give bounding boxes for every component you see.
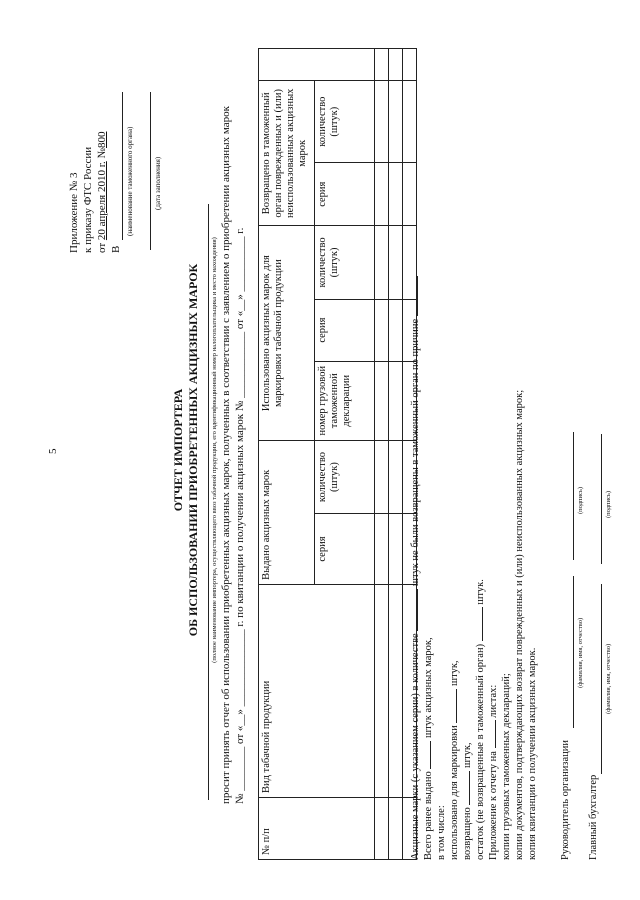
footer-text: штук. <box>475 579 486 605</box>
appendix-order-date: 20 апреля 2010 г. <box>96 161 108 241</box>
footer-text: штук, <box>449 660 460 686</box>
sub-used-series: серия <box>315 299 375 361</box>
sub-ret-qty: количество (штук) <box>315 81 375 163</box>
sub-ret-series: серия <box>315 163 375 226</box>
sub-used-qty: количество (штук) <box>315 226 375 299</box>
footer-text: возвращено <box>462 807 473 860</box>
footer-line-9: копии документов, подтверждающих возврат поврежденных и (или) неиспользованных акцизных марок; <box>514 389 525 860</box>
report-title-line-2: ОБ ИСПОЛЬЗОВАНИИ ПРИОБРЕТЕННЫХ АКЦИЗНЫХ МАРОК <box>186 263 200 637</box>
head-signature-label: Руководитель организации <box>560 740 571 860</box>
footer-text: Всего ранее выдано <box>423 771 434 860</box>
appendix-line-3 <box>96 132 109 254</box>
appendix-order-no: 800 <box>96 131 108 148</box>
footer-line-2 <box>423 637 436 860</box>
request-text-line-1: просит принять отчет об использовании приобретенных акцизных марок, полученных в соответствии с заявлением о приобретении акцизных марок <box>220 106 232 804</box>
footer-line-6 <box>475 579 488 860</box>
fill-date-line <box>150 92 151 250</box>
table-header-row <box>259 49 315 860</box>
header-returned: Возвращено в таможенный орган поврежденных и (или) неиспользованных акцизных марок <box>259 81 315 226</box>
table-row <box>389 49 403 860</box>
footer-text: Акцизные марки (с указанием серии) в количестве <box>410 633 421 860</box>
customs-body-prefix: В <box>110 245 122 253</box>
appendix-line-1: Приложение № 3 <box>68 172 80 253</box>
importer-name-line <box>208 204 209 800</box>
head-sign-line <box>573 432 574 560</box>
head-sign-caption: (подпись) <box>577 487 584 514</box>
footer-line-4 <box>449 660 462 860</box>
appendix-line-2: к приказу ФТС России <box>82 146 94 253</box>
table-row <box>375 49 389 860</box>
page-number: 5 <box>47 448 59 454</box>
appendix-from-label: от <box>96 242 108 253</box>
footer-text: Приложение к отчету на <box>488 751 499 860</box>
accountant-signature-label: Главный бухгалтер <box>588 774 599 860</box>
appendix-order-no-label: № <box>96 148 108 159</box>
head-fio-caption: (фамилия, имя, отчество) <box>577 617 584 688</box>
accountant-sign-line <box>601 434 602 564</box>
footer-line-5 <box>462 742 475 860</box>
footer-text: использовано для маркировки <box>449 725 460 860</box>
footer-line-3: в том числе: <box>436 805 447 860</box>
footer-text: штук акцизных марок, <box>423 637 434 739</box>
sub-used-decl: номер грузовой таможенной декларации <box>315 361 375 440</box>
customs-body-caption: (наименование таможенного органа) <box>126 126 134 236</box>
report-title-line-1: ОТЧЕТ ИМПОРТЕРА <box>171 388 185 512</box>
accountant-fio-caption: (фамилия, имя, отчество) <box>605 643 612 714</box>
footer-text: листах: <box>488 684 499 718</box>
fill-date-caption: (дата заполнения) <box>154 156 162 210</box>
header-extra <box>259 49 375 81</box>
request-text-line-2: № ________ от «__» ______________ г. по квитанции о получении акцизных марок № ____________ от «__» __________ г. <box>234 227 246 804</box>
sub-issued-series: серия <box>315 514 375 585</box>
header-product: Вид табачной продукции <box>259 584 375 797</box>
sub-issued-qty: количество (штук) <box>315 440 375 513</box>
stamps-usage-table <box>258 48 417 860</box>
footer-text: штук не были возвращены в таможенный орган по причине <box>410 318 421 587</box>
footer-text: штук, <box>462 742 473 768</box>
footer-line-8: копии грузовых таможенных деклараций; <box>501 673 512 860</box>
footer-line-10: копия квитанции о получении акцизных марок. <box>527 647 538 860</box>
header-num: № п/п <box>259 798 375 860</box>
head-fio-line <box>573 576 574 728</box>
header-used: Использовано акцизных марок для маркировки табачной продукции <box>259 226 315 441</box>
accountant-sign-caption: (подпись) <box>605 491 612 518</box>
customs-body-line <box>122 92 123 240</box>
footer-text: остаток (не возвращенные в таможенный орган) <box>475 643 486 860</box>
header-issued: Выдано акцизных марок <box>259 440 315 584</box>
accountant-fio-line <box>601 584 602 774</box>
footer-line-7 <box>488 685 501 860</box>
footer-line-1 <box>410 276 423 860</box>
importer-name-caption: (полное наименование импортера, осуществляющего ввоз табачной продукции, его идентификационный номер налогоплательщика и место нахождения) <box>211 237 218 663</box>
